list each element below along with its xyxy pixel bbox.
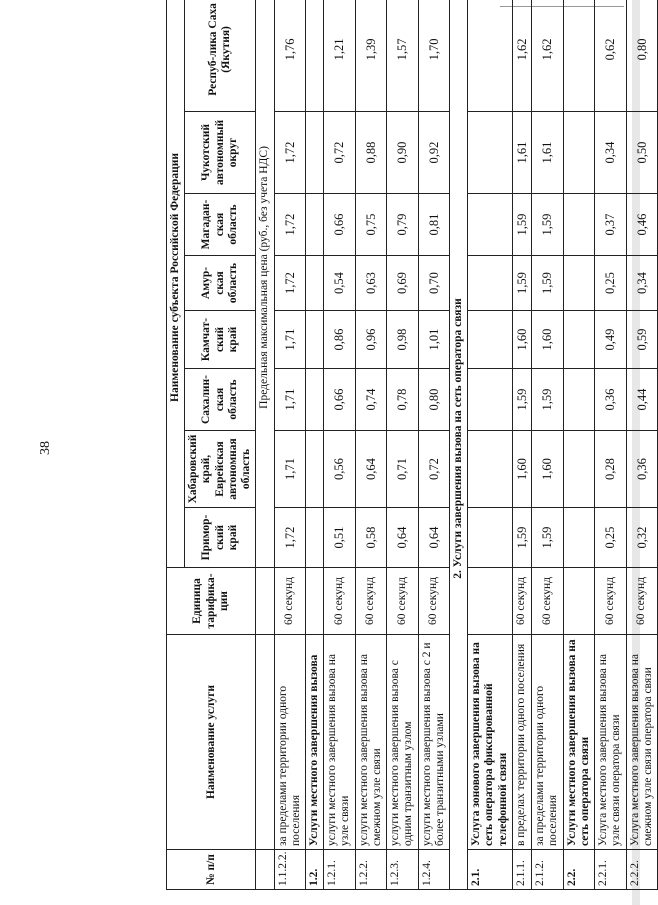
price-value: 0,32 xyxy=(626,508,657,568)
row-number: 2.2.1. xyxy=(595,850,626,890)
price-value: 0,74 xyxy=(355,369,386,431)
price-value: 0,62 xyxy=(595,0,626,112)
col-header-number: № п/п xyxy=(167,850,256,890)
price-value: 1,57 xyxy=(387,0,418,112)
table-row xyxy=(468,0,513,890)
tariff-unit: 60 секунд xyxy=(355,568,386,635)
price-value: 0,63 xyxy=(355,256,386,311)
price-value xyxy=(563,311,594,369)
row-number: 2.2. xyxy=(563,850,594,890)
col-header-service: Наименование услуги xyxy=(167,635,256,850)
row-number: 2.1.2. xyxy=(532,850,563,890)
price-value xyxy=(305,508,323,568)
price-value: 0,36 xyxy=(595,369,626,431)
price-value: 0,36 xyxy=(626,431,657,508)
tariff-unit xyxy=(305,568,323,635)
price-value: 1,72 xyxy=(274,256,305,311)
price-value: 1,71 xyxy=(274,369,305,431)
price-value: 1,62 xyxy=(512,0,531,112)
price-value: 0,98 xyxy=(387,311,418,369)
table-row xyxy=(387,0,418,890)
price-value: 1,59 xyxy=(512,194,531,256)
col-header-subject-group: Наименование субъекта Российской Федерации xyxy=(167,0,185,568)
region-header: Магадан-ская область xyxy=(185,194,256,256)
price-value: 0,80 xyxy=(418,369,449,431)
price-value: 0,34 xyxy=(626,256,657,311)
service-name: Услуги местного завершения вызова на сеть оператора связи xyxy=(563,635,594,850)
price-value: 0,50 xyxy=(626,112,657,194)
price-value: 0,58 xyxy=(355,508,386,568)
price-value: 0,96 xyxy=(355,311,386,369)
price-value xyxy=(305,256,323,311)
price-value: 1,21 xyxy=(324,0,355,112)
price-value xyxy=(563,194,594,256)
price-value: 0,25 xyxy=(595,508,626,568)
price-value: 1,59 xyxy=(532,194,563,256)
price-value: 1,59 xyxy=(532,508,563,568)
price-value: 0,54 xyxy=(324,256,355,311)
table-row xyxy=(563,0,594,890)
price-value: 1,60 xyxy=(532,431,563,508)
price-value: 0,71 xyxy=(387,431,418,508)
region-header: Сахалин-ская область xyxy=(185,369,256,431)
price-value: 1,72 xyxy=(274,508,305,568)
row-number: 1.2.4. xyxy=(418,850,449,890)
table-row xyxy=(512,0,531,890)
section-2-title: 2. Услуги завершения вызова на сеть оператора связи xyxy=(449,0,467,890)
table-row xyxy=(305,0,323,890)
price-value: 1,60 xyxy=(512,431,531,508)
price-value: 0,46 xyxy=(626,194,657,256)
tariff-unit xyxy=(468,568,513,635)
price-value xyxy=(468,508,513,568)
table-row xyxy=(324,0,355,890)
price-value: 0,80 xyxy=(626,0,657,112)
tariff-unit: 60 секунд xyxy=(324,568,355,635)
section-2-row xyxy=(449,0,467,890)
row-number: 1.2. xyxy=(305,850,323,890)
price-value: 0,88 xyxy=(355,112,386,194)
region-header: Хабаровский край, Еврейская автономная область xyxy=(185,431,256,508)
price-value xyxy=(563,431,594,508)
col-header-unit: Единица тарифика-ции xyxy=(167,568,256,635)
header-row-1 xyxy=(167,0,185,890)
price-value: 0,44 xyxy=(626,369,657,431)
tariff-unit: 60 секунд xyxy=(532,568,563,635)
price-value: 0,72 xyxy=(324,112,355,194)
price-value: 1,60 xyxy=(532,311,563,369)
table-body-bottom xyxy=(468,0,658,890)
price-value: 1,59 xyxy=(512,369,531,431)
row-number: 2.2.2. xyxy=(626,850,657,890)
service-name: Услуга зонового завершения вызова на сеть оператора фиксированной телефонной связи xyxy=(468,635,513,850)
price-value: 0,81 xyxy=(418,194,449,256)
price-value: 0,64 xyxy=(355,431,386,508)
price-value xyxy=(305,194,323,256)
tariff-unit: 60 секунд xyxy=(387,568,418,635)
price-value xyxy=(305,112,323,194)
price-value: 0,59 xyxy=(626,311,657,369)
service-name: за пределами территории одного поселения xyxy=(274,635,305,850)
price-value: 0,34 xyxy=(595,112,626,194)
price-value: 1,59 xyxy=(532,369,563,431)
price-value: 0,86 xyxy=(324,311,355,369)
price-value: 1,60 xyxy=(512,311,531,369)
price-value: 1,71 xyxy=(274,431,305,508)
price-value: 1,70 xyxy=(418,0,449,112)
price-value xyxy=(468,256,513,311)
region-header: Амур-ская область xyxy=(185,256,256,311)
price-value xyxy=(563,256,594,311)
price-value: 1,59 xyxy=(512,256,531,311)
price-value: 0,79 xyxy=(387,194,418,256)
price-value: 0,72 xyxy=(418,431,449,508)
service-name: услуги местного завершения вызова с 2 и более транзитными узлами xyxy=(418,635,449,850)
row-number: 2.1. xyxy=(468,850,513,890)
row-number: 1.2.1. xyxy=(324,850,355,890)
region-header: Респуб-лика Саха (Якутия) xyxy=(185,0,256,112)
price-value xyxy=(563,508,594,568)
price-value xyxy=(563,0,594,112)
price-value: 0,25 xyxy=(595,256,626,311)
price-value xyxy=(468,311,513,369)
row-number: 1.1.2.2. xyxy=(274,850,305,890)
price-value: 0,66 xyxy=(324,369,355,431)
region-header: Примор-ский край xyxy=(185,508,256,568)
tariff-unit: 60 секунд xyxy=(595,568,626,635)
price-value: 0,64 xyxy=(418,508,449,568)
price-value: 0,90 xyxy=(387,112,418,194)
price-value xyxy=(305,369,323,431)
row-number: 1.2.3. xyxy=(387,850,418,890)
price-value xyxy=(468,0,513,112)
price-value: 1,39 xyxy=(355,0,386,112)
tariff-table xyxy=(166,0,658,890)
price-value: 0,28 xyxy=(595,431,626,508)
table-body-top xyxy=(274,0,449,890)
tariff-unit xyxy=(563,568,594,635)
region-header: Чукотский автономный округ xyxy=(185,112,256,194)
price-value xyxy=(468,431,513,508)
price-caption: Предельная максимальная цена (руб., без учета НДС) xyxy=(256,0,274,568)
table-row xyxy=(418,0,449,890)
price-value: 0,64 xyxy=(387,508,418,568)
price-value xyxy=(468,369,513,431)
row-number: 2.1.1. xyxy=(512,850,531,890)
service-name: услуги местного завершения вызова на смежном узле связи xyxy=(355,635,386,850)
price-value: 1,59 xyxy=(532,256,563,311)
table-row xyxy=(274,0,305,890)
price-value: 1,01 xyxy=(418,311,449,369)
service-name: услуги местного завершения вызова на узле связи xyxy=(324,635,355,850)
service-name: Услуги местного завершения вызова xyxy=(305,635,323,850)
price-value: 1,62 xyxy=(532,0,563,112)
price-value: 0,78 xyxy=(387,369,418,431)
price-value: 0,51 xyxy=(324,508,355,568)
service-name: Услуга местного завершения вызова на узле связи оператора связи xyxy=(595,635,626,850)
price-value: 0,92 xyxy=(418,112,449,194)
price-value: 1,72 xyxy=(274,112,305,194)
price-value: 0,37 xyxy=(595,194,626,256)
price-value xyxy=(305,0,323,112)
table-row xyxy=(626,0,657,890)
region-header: Камчат-ский край xyxy=(185,311,256,369)
tariff-unit: 60 секунд xyxy=(418,568,449,635)
row-number: 1.2.2. xyxy=(355,850,386,890)
service-name: услуги местного завершения вызова с одним транзитным узлом xyxy=(387,635,418,850)
table-row xyxy=(355,0,386,890)
service-name: Услуга местного завершения вызова на смежном узле связи оператора связи xyxy=(626,635,657,850)
tariff-unit: 60 секунд xyxy=(626,568,657,635)
tariff-unit: 60 секунд xyxy=(274,568,305,635)
price-value: 1,61 xyxy=(512,112,531,194)
price-value: 1,72 xyxy=(274,194,305,256)
header-row-price-caption xyxy=(256,0,274,890)
price-value xyxy=(563,112,594,194)
price-value: 1,59 xyxy=(512,508,531,568)
rotated-table-container xyxy=(166,3,654,890)
page-number: 38 xyxy=(38,441,53,455)
service-name: за пределами территории одного поселения xyxy=(532,635,563,850)
price-value: 0,56 xyxy=(324,431,355,508)
price-value: 0,69 xyxy=(387,256,418,311)
price-value xyxy=(305,431,323,508)
price-value: 1,76 xyxy=(274,0,305,112)
service-name: в пределах территории одного поселения xyxy=(512,635,531,850)
price-value: 0,66 xyxy=(324,194,355,256)
price-value xyxy=(468,194,513,256)
price-value xyxy=(563,369,594,431)
table-row xyxy=(532,0,563,890)
price-value xyxy=(468,112,513,194)
price-value: 0,70 xyxy=(418,256,449,311)
price-value: 0,75 xyxy=(355,194,386,256)
price-value xyxy=(305,311,323,369)
tariff-unit: 60 секунд xyxy=(512,568,531,635)
price-value: 1,61 xyxy=(532,112,563,194)
table-row xyxy=(595,0,626,890)
price-value: 1,71 xyxy=(274,311,305,369)
price-value: 0,49 xyxy=(595,311,626,369)
